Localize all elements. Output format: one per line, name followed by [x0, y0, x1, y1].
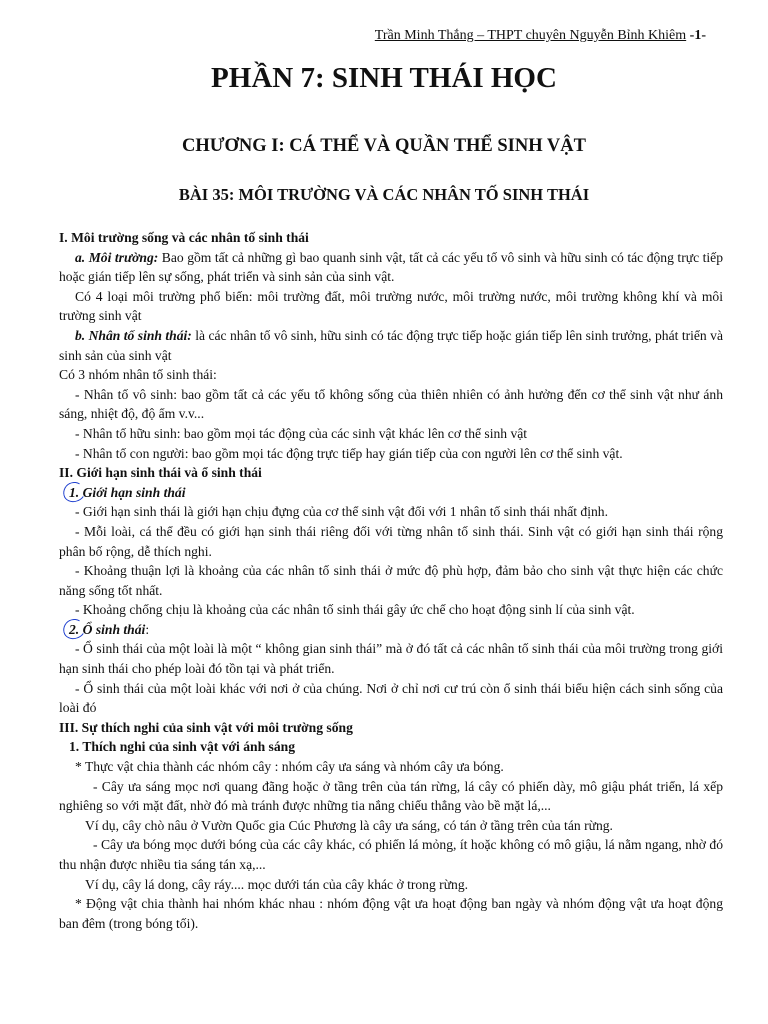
subheading-tolerance-limit — [59, 483, 723, 503]
subheading-light-adaptation: 1. Thích nghi của sinh vật với ánh sáng — [69, 739, 295, 755]
plants-intro: * Thực vật chia thành các nhóm cây : nhóm cây ưa sáng và nhóm cây ưa bóng. — [75, 759, 504, 775]
tolerance-item: - Mỗi loài, cá thể đều có giới hạn sinh thái riêng đối với từng nhân tố sinh thái. Sinh vật có giới hạn sinh thái rộng phân bố rộng, dễ thích nghi. — [59, 523, 723, 559]
paragraph-environment — [59, 248, 723, 287]
subheading-number: 1. — [69, 484, 80, 500]
factor-group-item: - Nhân tố vô sinh: bao gồm tất cả các yếu tố không sống của thiên nhiên có ảnh hưởng đến cơ thể sinh vật như ánh sáng, nhiệt độ, độ ẩm v.v... — [59, 386, 723, 422]
animals-groups: * Động vật chia thành hai nhóm khác nhau : nhóm động vật ưa hoạt động ban ngày và nhóm động vật ưa hoạt động ban đêm (trong bóng tối). — [59, 896, 723, 931]
factor-group-item: - Nhân tố hữu sinh: bao gồm mọi tác động của các sinh vật khác lên cơ thể sinh vật — [75, 425, 528, 441]
subheading-number: 2. — [69, 621, 80, 637]
environment-types: Có 4 loại môi trường phổ biến: môi trường đất, môi trường nước, môi trường nước, môi trường không khí và môi trường sinh vật — [59, 288, 723, 324]
section-2-heading: II. Giới hạn sinh thái và ổ sinh thái — [59, 465, 262, 481]
handwritten-circle-mark — [69, 483, 79, 503]
factor-text: là các nhân tố vô sinh, hữu sinh có tác động trực tiếp hoặc gián tiếp lên sinh trưởng, phát triển và sinh sản của sinh vật — [59, 327, 723, 363]
subheading-label: Ổ sinh thái — [79, 621, 146, 637]
factor-groups-intro: Có 3 nhóm nhân tố sinh thái: — [59, 367, 217, 383]
tolerance-item: - Khoảng chống chịu là khoảng của các nhân tố sinh thái gây ức chế cho hoạt động sinh lí của sinh vật. — [75, 602, 635, 618]
pen-circle-icon — [61, 616, 87, 641]
shade-plants-example: Ví dụ, cây lá dong, cây ráy.... mọc dưới tán của cây khác ở trong rừng. — [85, 876, 469, 892]
part-title: PHẦN 7: SINH THÁI HỌC — [211, 62, 557, 94]
page-number: -1- — [689, 28, 706, 43]
subheading-colon: : — [145, 621, 150, 637]
environment-text: Bao gồm tất cả những gì bao quanh sinh vật, tất cả các yếu tố vô sinh và hữu sinh có tác động trực tiếp hoặc gián tiếp lên sự sống, phát triển và sinh sản của sinh vật. — [59, 249, 724, 285]
subheading-label: Giới hạn sinh thái — [79, 484, 186, 500]
section-3-heading: III. Sự thích nghi của sinh vật với môi trường sống — [59, 719, 353, 735]
section-1-heading: I. Môi trường sống và các nhân tố sinh thái — [59, 230, 309, 245]
niche-item: - Ổ sinh thái của một loài khác với nơi ở của chúng. Nơi ở chỉ nơi cư trú còn ổ sinh thái biểu hiện cách sinh sống của loài đó — [59, 680, 723, 716]
handwritten-circle-mark — [69, 620, 79, 640]
factor-group-item: - Nhân tố con người: bao gồm mọi tác động trực tiếp hay gián tiếp của con người lên cơ thể sinh vật. — [75, 445, 623, 461]
document-body — [59, 228, 723, 933]
factor-label: b. Nhân tố sinh thái: — [75, 327, 192, 343]
tolerance-item: - Khoảng thuận lợi là khoảng của các nhân tố sinh thái ở mức độ phù hợp, đảm bảo cho sinh vật thực hiện các chức năng sống tốt nhất. — [59, 563, 723, 598]
pen-circle-icon — [61, 479, 87, 504]
subheading-niche — [59, 620, 723, 640]
sun-plants: - Cây ưa sáng mọc nơi quang đãng hoặc ở tầng trên của tán rừng, lá cây có phiến dày, mô giậu phát triển, lá xếp nghiêng so với mặt đất, nhờ đó mà tránh được những tia nắng chiếu thẳng vào bề mặt lá,... — [59, 778, 723, 814]
environment-label: a. Môi trường: — [75, 249, 159, 265]
sun-plants-example: Ví dụ, cây chò nâu ở Vườn Quốc gia Cúc Phương là cây ưa sáng, có tán ở tầng trên của tán rừng. — [85, 817, 613, 833]
chapter-title: CHƯƠNG I: CÁ THỂ VÀ QUẦN THỂ SINH VẬT — [182, 136, 586, 156]
paragraph-factor — [59, 326, 723, 365]
niche-item: - Ổ sinh thái của một loài là một “ không gian sinh thái” mà ở đó tất cả các nhân tố sinh thái của môi trường trong giới hạn sinh thái cho phép loài đó tồn tại và phát triển. — [59, 641, 723, 677]
header-author: Trần Minh Thắng – THPT chuyên Nguyễn Bỉnh Khiêm — [374, 28, 687, 43]
shade-plants: - Cây ưa bóng mọc dưới bóng của các cây khác, có phiến lá mỏng, ít hoặc không có mô giậu, lá nằm ngang, nhờ đó thu nhận được nhiều tia sáng tán xạ,... — [59, 837, 723, 872]
lesson-title: BÀI 35: MÔI TRƯỜNG VÀ CÁC NHÂN TỐ SINH THÁI — [178, 185, 590, 204]
tolerance-item: - Giới hạn sinh thái là giới hạn chịu đựng của cơ thể sinh vật đối với 1 nhân tố sinh thái nhất định. — [75, 504, 608, 520]
page-header — [375, 28, 706, 44]
